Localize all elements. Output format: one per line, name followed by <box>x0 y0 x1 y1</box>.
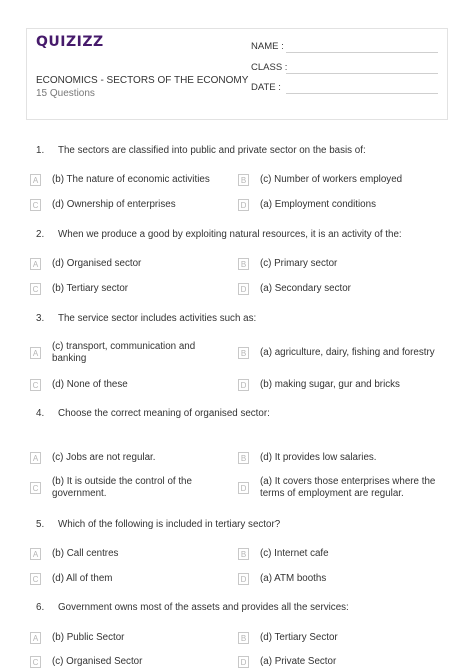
option-text: (c) Organised Sector <box>52 656 143 667</box>
option-letter-box: C <box>30 656 41 668</box>
option-text: (a) agriculture, dairy, fishing and forestry <box>260 347 435 358</box>
option-letter-box: A <box>30 548 41 560</box>
question-text: Choose the correct meaning of organised sector: <box>58 408 270 419</box>
question-number: 2. <box>36 229 45 240</box>
option-letter-box: C <box>30 283 41 295</box>
date-label: DATE : <box>251 82 281 93</box>
option-text: (a) It covers those enterprises where the terms of employment are regular. <box>260 476 436 499</box>
option-letter-box: B <box>238 548 249 560</box>
option-text: (b) making sugar, gur and bricks <box>260 379 400 390</box>
option-letter-box: A <box>30 258 41 270</box>
option-text: (b) Call centres <box>52 548 119 559</box>
option-letter-box: C <box>30 199 41 211</box>
worksheet-title: ECONOMICS - SECTORS OF THE ECONOMY <box>36 75 249 86</box>
option-text: (b) It is outside the control of the government. <box>52 476 192 499</box>
option-letter-box: D <box>238 199 249 211</box>
question-text: The sectors are classified into public and private sector on the basis of: <box>58 145 366 156</box>
option-text: (d) Tertiary Sector <box>260 632 338 643</box>
question-number: 1. <box>36 145 45 156</box>
name-label: NAME : <box>251 41 284 52</box>
option-text: (a) Secondary sector <box>260 283 351 294</box>
option-text: (d) All of them <box>52 573 113 584</box>
option-text: (d) None of these <box>52 379 128 390</box>
option-text: (b) Public Sector <box>52 632 125 643</box>
option-letter-box: B <box>238 347 249 359</box>
class-label: CLASS : <box>251 62 288 73</box>
option-letter-box: C <box>30 379 41 391</box>
option-text: (b) The nature of economic activities <box>52 174 210 185</box>
option-letter-box: A <box>30 452 41 464</box>
option-text: (c) Number of workers employed <box>260 174 403 185</box>
option-letter-box: D <box>238 656 249 668</box>
question-count: 15 Questions <box>36 88 95 99</box>
option-text: (a) Private Sector <box>260 656 337 667</box>
question-number: 4. <box>36 408 45 419</box>
option-text: (c) Primary sector <box>260 258 338 269</box>
option-letter-box: D <box>238 573 249 585</box>
question-text: The service sector includes activities such as: <box>58 313 257 324</box>
option-text: (d) Organised sector <box>52 258 142 269</box>
option-letter-box: D <box>238 482 249 494</box>
date-field[interactable] <box>286 93 438 94</box>
question-number: 5. <box>36 519 45 530</box>
option-text: (c) Jobs are not regular. <box>52 452 156 463</box>
option-text: (d) Ownership of enterprises <box>52 199 176 210</box>
option-letter-box: B <box>238 174 249 186</box>
option-letter-box: A <box>30 174 41 186</box>
question-text: When we produce a good by exploiting natural resources, it is an activity of the: <box>58 229 402 240</box>
option-letter-box: D <box>238 283 249 295</box>
option-letter-box: C <box>30 482 41 494</box>
option-text: (a) ATM booths <box>260 573 327 584</box>
name-field[interactable] <box>286 52 438 53</box>
option-text: (a) Employment conditions <box>260 199 376 210</box>
option-letter-box: A <box>30 632 41 644</box>
option-letter-box: D <box>238 379 249 391</box>
question-text: Government owns most of the assets and provides all the services: <box>58 602 349 613</box>
option-letter-box: B <box>238 452 249 464</box>
question-text: Which of the following is included in tertiary sector? <box>58 519 281 530</box>
question-number: 3. <box>36 313 45 324</box>
option-text: (b) Tertiary sector <box>52 283 129 294</box>
option-letter-box: C <box>30 573 41 585</box>
option-letter-box: B <box>238 258 249 270</box>
option-text: (d) It provides low salaries. <box>260 452 377 463</box>
option-letter-box: B <box>238 632 249 644</box>
option-text: (c) transport, communication and banking <box>52 341 196 364</box>
question-number: 6. <box>36 602 45 613</box>
quizizz-logo: QUIZIZZ <box>36 34 104 50</box>
option-letter-box: A <box>30 347 41 359</box>
option-text: (c) Internet cafe <box>260 548 329 559</box>
class-field[interactable] <box>286 73 438 74</box>
